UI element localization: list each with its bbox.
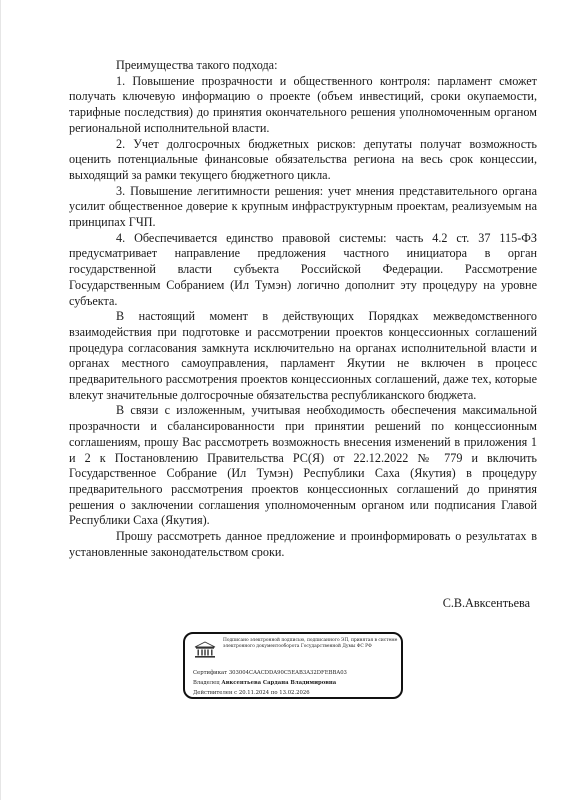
stamp-valid-from-label: с [234, 690, 238, 696]
signature-name: С.В.Авксентьева [442, 596, 530, 610]
letter-body [69, 58, 537, 561]
paragraph-6: В связи с изложенным, учитывая необходимость обеспечения максимальной прозрачности и сбалансированности при принятии решений по концессионным соглашениям, прошу Вас рассмотреть возможность внесения изменений в приложения 1 и 2 к Постановлению Правительства РС(Я) от 22.12.2022 № 779 и включить Государственное Собрание (Ил Тумэн) Республики Саха (Якутия) в процедуру предварительного рассмотрения проектов концессионных соглашений до принятия решения о заключении соглашения уполномоченным органом или подписания Главой Республики Саха (Якутия). [69, 403, 537, 528]
electronic-signature-stamp [183, 632, 403, 699]
paragraph-1: 1. Повышение прозрачности и общественного контроля: парламент сможет получать ключевую информацию о проекте (объем инвестиций, сроки окупаемости, тарифные последствия) до принятия окончательного решения уполномоченным органом региональной исполнительной власти. [69, 73, 537, 135]
stamp-owner-label: Владелец [193, 680, 220, 686]
stamp-notice: Подписано электронной подписью, подписанного ЭП, принятая в системе электронного документооборота Государственной Думы ФС РФ [223, 638, 398, 649]
stamp-valid-from: 20.11.2024 [238, 690, 270, 696]
stamp-certificate-label: Сертификат [193, 670, 228, 676]
paragraph-7: Прошу рассмотреть данное предложение и проинформировать о результатах в установленные законодательством сроки. [69, 529, 537, 559]
paragraph-4: 4. Обеспечивается единство правовой системы: часть 4.2 ст. 37 115-ФЗ предусматривает направление предложения частного инициатора в орган государственной власти субъекта Российской Федерации. Рассмотрение Государственным Собранием (Ил Тумэн) логично дополнит эту процедуру на уровне субъекта. [69, 230, 537, 308]
stamp-valid-to: 13.02.2026 [279, 690, 310, 696]
parliament-building-icon [194, 641, 216, 659]
stamp-validity-label: Действителен [193, 690, 233, 696]
stamp-owner-value: Авксентьева Сардана Владимировна [221, 680, 337, 686]
stamp-certificate-value: 303004CAACDDA90C5EAB3A32DFEBBA03 [228, 670, 347, 676]
stamp-owner-row [193, 680, 336, 686]
stamp-valid-to-label: по [270, 690, 278, 696]
paragraph-5: В настоящий момент в действующих Порядках межведомственного взаимодействия при подготовке и рассмотрении проектов концессионных соглашений процедура согласования замкнута исключительно на органах исполнительной власти и органах местного самоуправления, парламент Якутии не включен в процесс предварительного рассмотрения проектов концессионных соглашений, даже тех, которые влекут значительные долгосрочные обязательства республиканского бюджета. [69, 309, 537, 402]
paragraph-3: 3. Повышение легитимности решения: учет мнения представительного органа усилит общественное доверие к крупным инфраструктурным проектам, реализуемым на принципах ГЧП. [69, 183, 537, 230]
stamp-validity-row [193, 690, 310, 696]
stamp-certificate-row [193, 670, 347, 676]
paragraph-2: 2. Учет долгосрочных бюджетных рисков: депутаты получат возможность оценить потенциальные финансовые обязательства региона на весь срок концессии, выходящий за рамки текущего бюджетного цикла. [69, 136, 537, 182]
section-heading: Преимущества такого подхода: [116, 58, 278, 72]
